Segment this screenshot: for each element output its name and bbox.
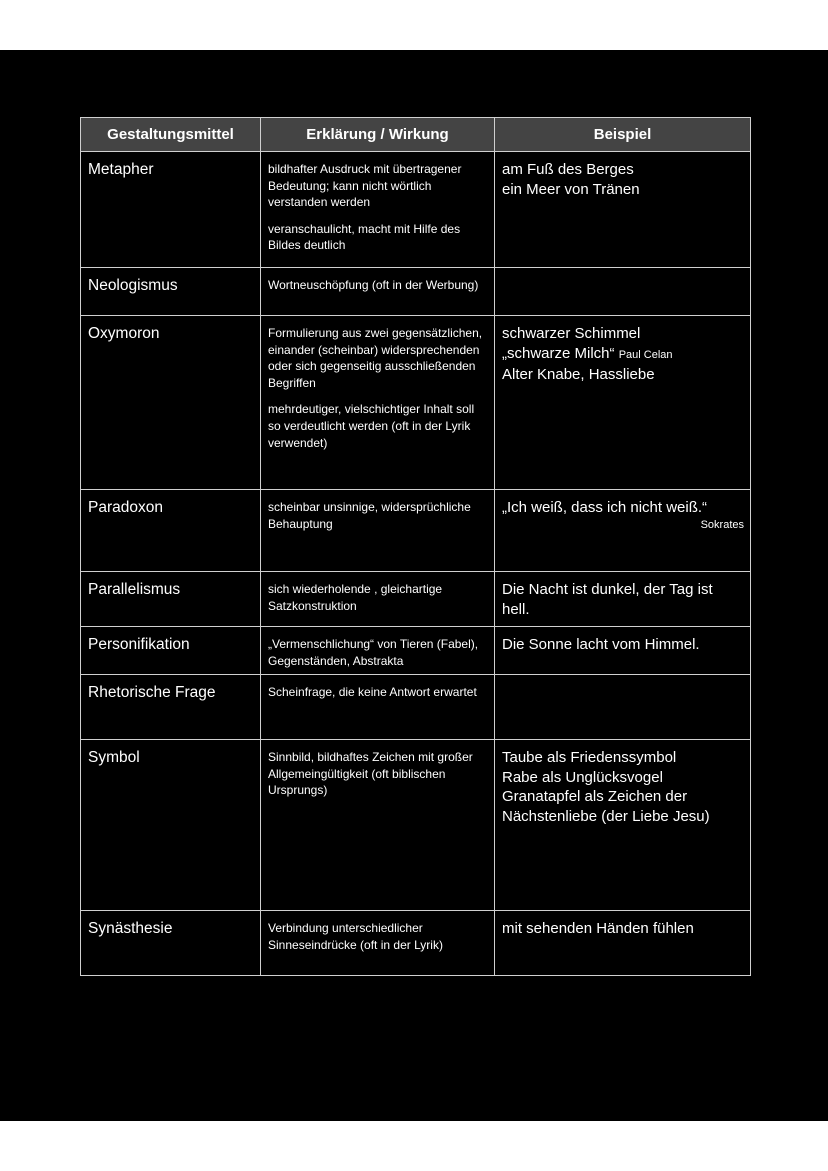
- header-erklaerung-wirkung: Erklärung / Wirkung: [261, 118, 495, 152]
- example-cell: [495, 268, 751, 316]
- explanation-text: mehrdeutiger, vielschichtiger Inhalt soll so verdeutlicht werden (oft in der Lyrik verwendet): [268, 402, 475, 450]
- table-row: [81, 675, 751, 740]
- explanation-cell: [261, 490, 495, 572]
- explanation-text: „Vermenschlichung“ von Tieren (Fabel), Gegenständen, Abstrakta: [268, 637, 479, 668]
- example-cell: [495, 740, 751, 911]
- explanation-text: sich wiederholende , gleichartige Satzkonstruktion: [268, 582, 443, 613]
- term-cell: Paradoxon: [81, 490, 261, 572]
- header-gestaltungsmittel: Gestaltungsmittel: [81, 118, 261, 152]
- term-cell: Synästhesie: [81, 911, 261, 976]
- table-header-row: [81, 118, 751, 152]
- explanation-cell: [261, 740, 495, 911]
- explanation-text: bildhafter Ausdruck mit übertragener Bedeutung; kann nicht wörtlich verstanden werden: [268, 162, 462, 210]
- example-cell: [495, 675, 751, 740]
- table-row: [81, 911, 751, 976]
- example-text: Die Sonne lacht vom Himmel.: [502, 636, 700, 653]
- example-cell: [495, 490, 751, 572]
- example-text: Taube als Friedenssymbol: [502, 749, 677, 766]
- explanation-cell: [261, 911, 495, 976]
- example-text: Granatapfel als Zeichen der Nächstenliebe (der Liebe Jesu): [502, 788, 710, 825]
- example-text: Die Nacht ist dunkel, der Tag ist hell.: [502, 581, 713, 618]
- explanation-text: veranschaulicht, macht mit Hilfe des Bildes deutlich: [268, 221, 461, 253]
- table-row: [81, 268, 751, 316]
- table-row: [81, 572, 751, 627]
- term-cell: Neologismus: [81, 268, 261, 316]
- explanation-text: Verbindung unterschiedlicher Sinneseindrücke (oft in der Lyrik): [268, 921, 443, 952]
- explanation-text: scheinbar unsinnige, widersprüchliche Behauptung: [268, 500, 471, 531]
- explanation-cell: [261, 268, 495, 316]
- example-text: Alter Knabe, Hassliebe: [502, 366, 655, 383]
- example-text: am Fuß des Berges: [502, 161, 634, 178]
- example-text: „Ich weiß, dass ich nicht weiß.“: [502, 499, 708, 516]
- term-cell: Parallelismus: [81, 572, 261, 627]
- example-cell: [495, 911, 751, 976]
- explanation-text: Formulierung aus zwei gegensätzlichen, einander (scheinbar) widersprechenden oder sich gegenseitig ausschließenden Begriffen: [268, 326, 483, 390]
- explanation-text: Scheinfrage, die keine Antwort erwartet: [268, 685, 477, 699]
- table-row: [81, 490, 751, 572]
- term-cell: Rhetorische Frage: [81, 675, 261, 740]
- explanation-text: Sinnbild, bildhaftes Zeichen mit großer Allgemeingültigkeit (oft biblischen Ursprungs): [268, 750, 473, 798]
- example-cell: [495, 316, 751, 490]
- explanation-cell: [261, 152, 495, 268]
- term-cell: Oxymoron: [81, 316, 261, 490]
- example-text: Rabe als Unglücksvogel: [502, 768, 663, 786]
- table-row: [81, 316, 751, 490]
- rhetorical-devices-table: [80, 117, 751, 976]
- table-row: [81, 152, 751, 268]
- example-text: mit sehenden Händen fühlen: [502, 920, 694, 937]
- example-text: schwarzer Schimmel: [502, 325, 641, 342]
- explanation-cell: [261, 627, 495, 675]
- explanation-cell: [261, 316, 495, 490]
- header-beispiel: Beispiel: [495, 118, 751, 152]
- document-page: [0, 50, 828, 1121]
- table-row: [81, 627, 751, 675]
- example-cell: [495, 572, 751, 627]
- example-cell: [495, 627, 751, 675]
- example-author: Sokrates: [700, 518, 744, 531]
- example-text: ein Meer von Tränen: [502, 180, 640, 198]
- table-row: [81, 740, 751, 911]
- example-text: „schwarze Milch“: [502, 344, 615, 362]
- example-author: Paul Celan: [618, 348, 673, 361]
- term-cell: Symbol: [81, 740, 261, 911]
- explanation-cell: [261, 675, 495, 740]
- explanation-cell: [261, 572, 495, 627]
- term-cell: Personifikation: [81, 627, 261, 675]
- term-cell: Metapher: [81, 152, 261, 268]
- example-cell: [495, 152, 751, 268]
- explanation-text: Wortneuschöpfung (oft in der Werbung): [268, 278, 479, 292]
